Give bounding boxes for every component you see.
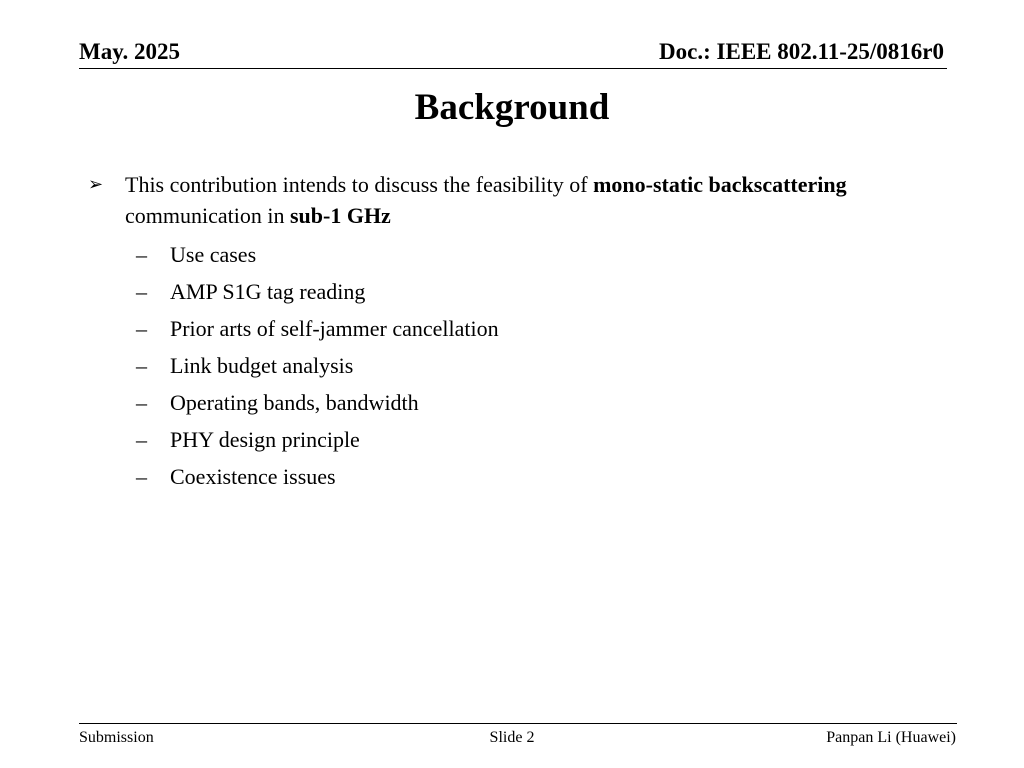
dash-bullet-icon: –	[136, 316, 147, 341]
sub-bullet-list	[88, 236, 978, 495]
dash-bullet-icon: –	[136, 390, 147, 415]
sub-bullet-text: AMP S1G tag reading	[170, 279, 366, 304]
main-bullet-text-2: communication in	[125, 203, 290, 228]
main-bullet-bold-2: sub-1 GHz	[289, 203, 391, 228]
footer-slide-number: Slide 2	[489, 729, 535, 746]
dash-bullet-icon: –	[136, 427, 147, 452]
sub-bullet-item	[88, 236, 978, 273]
slide-body	[88, 169, 978, 495]
sub-bullet-text: Link budget analysis	[170, 353, 354, 378]
sub-bullet-item	[88, 458, 978, 495]
sub-bullet-item	[88, 384, 978, 421]
main-bullet-bold-1: mono-static backscattering	[593, 172, 847, 197]
sub-bullet-text: Use cases	[170, 242, 257, 267]
sub-bullet-text: Coexistence issues	[170, 464, 336, 489]
arrowhead-bullet-icon: ➢	[88, 174, 104, 195]
dash-bullet-icon: –	[136, 242, 147, 267]
slide-title: Background	[414, 87, 610, 128]
sub-bullet-item	[88, 347, 978, 384]
sub-bullet-item	[88, 273, 978, 310]
main-bullet	[88, 169, 978, 231]
sub-bullet-text: Prior arts of self-jammer cancellation	[170, 316, 499, 341]
dash-bullet-icon: –	[136, 353, 147, 378]
header-doc-id: Doc.: IEEE 802.11-25/0816r0	[659, 39, 944, 64]
footer-divider	[79, 723, 957, 724]
dash-bullet-icon: –	[136, 464, 147, 489]
sub-bullet-text: Operating bands, bandwidth	[170, 390, 419, 415]
header-divider	[79, 68, 947, 69]
sub-bullet-text: PHY design principle	[170, 427, 360, 452]
dash-bullet-icon: –	[136, 279, 147, 304]
header-date: May. 2025	[79, 39, 180, 64]
sub-bullet-item	[88, 421, 978, 458]
main-bullet-text-1: This contribution intends to discuss the feasibility of	[125, 172, 594, 197]
sub-bullet-item	[88, 310, 978, 347]
footer-author: Panpan Li (Huawei)	[826, 729, 956, 746]
footer-submission: Submission	[79, 729, 154, 746]
